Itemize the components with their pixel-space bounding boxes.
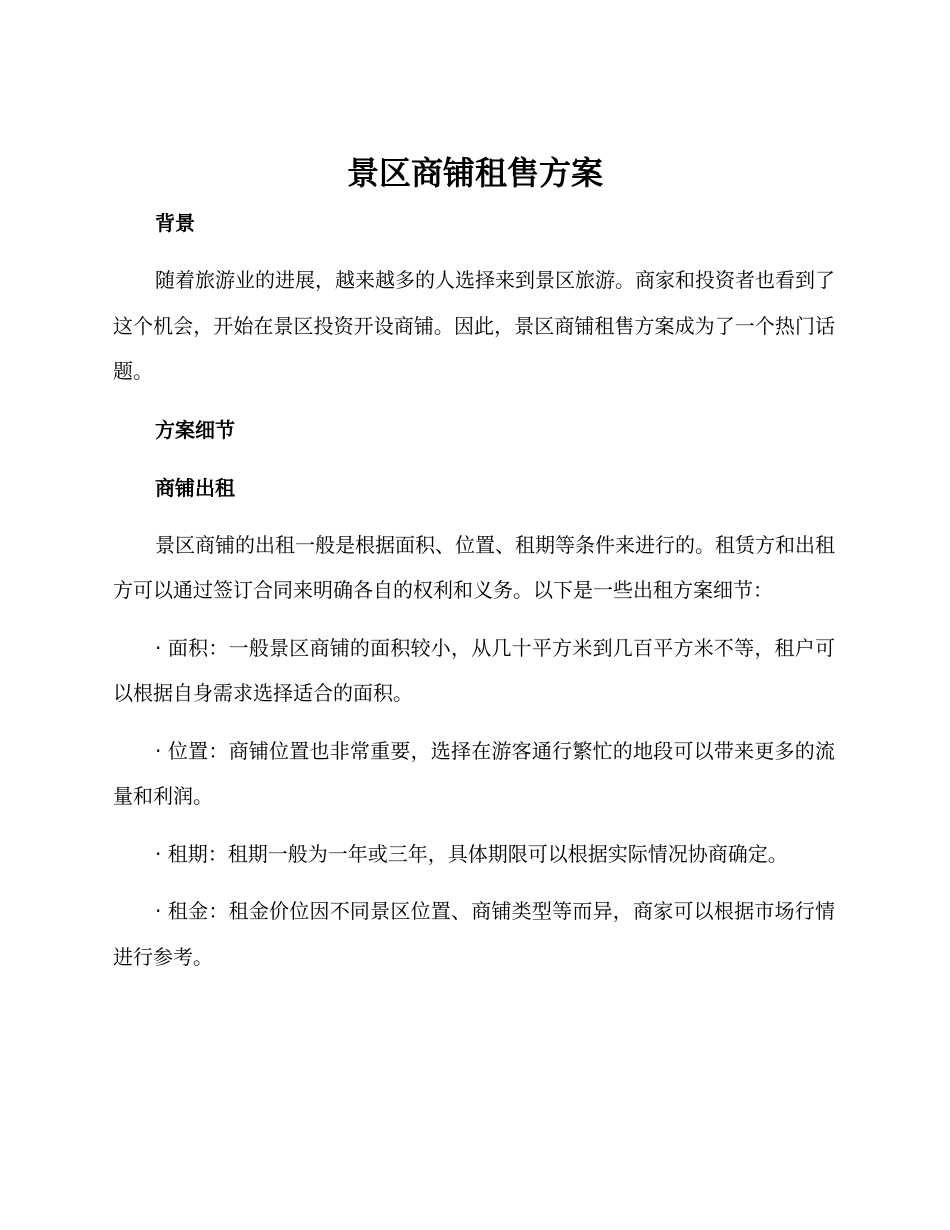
section-heading-details: 方案细节 [155,417,235,442]
section-heading-rental: 商铺出租 [155,475,235,500]
section-heading-background: 背景 [155,211,195,235]
bullet-item-rent: · 租金：租金价位因不同景区位置、商铺类型等而异，商家可以根据市场行情进行参考。 [113,899,835,969]
bullet-item-location: · 位置：商铺位置也非常重要，选择在游客通行繁忙的地段可以带来更多的流量和利润。 [113,738,835,808]
document-body [113,200,835,980]
paragraph-rental-intro: 景区商铺的出租一般是根据面积、位置、租期等条件来进行的。租赁方和出租方可以通过签订合同来明确各自的权利和义务。以下是一些出租方案细节： [113,532,835,602]
bullet-item-area: · 面积：一般景区商铺的面积较小，从几十平方米到几百平方米不等，租户可以根据自身需求选择适合的面积。 [113,635,835,705]
document-title: 景区商铺租售方案 [346,154,603,192]
bullet-item-lease-term: · 租期：租期一般为一年或三年，具体期限可以根据实际情况协商确定。 [155,841,788,866]
paragraph-background: 随着旅游业的进展，越来越多的人选择来到景区旅游。商家和投资者也看到了这个机会，开始在景区投资开设商铺。因此，景区商铺租售方案成为了一个热门话题。 [113,268,835,383]
